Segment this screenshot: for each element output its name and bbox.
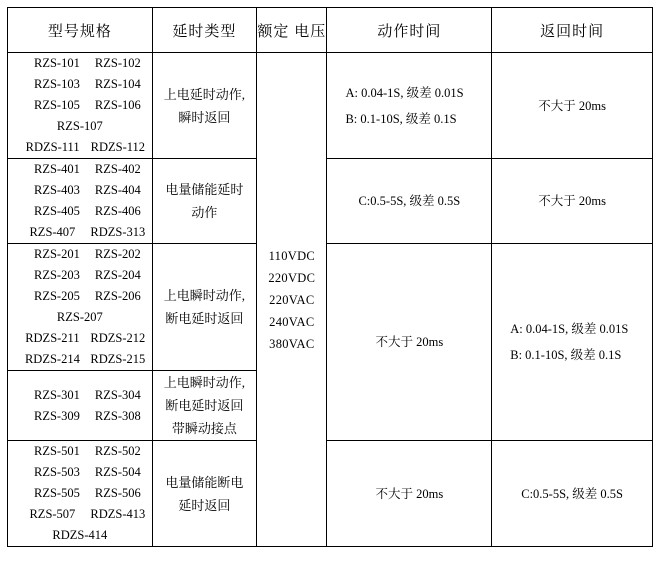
model-row [8,137,152,158]
table-row [8,244,653,371]
model-row [8,265,152,286]
return-time-cell-group5 [492,441,653,547]
model-code: RZS-101 [33,56,80,70]
model-code: RZS-505 [33,486,80,500]
action-time-line: C:0.5-5S, 级差 0.5S [358,194,461,208]
delay-type-line: 带瞬动接点 [171,421,237,436]
delay-type-cell-group2 [152,159,256,244]
model-row [8,244,152,265]
model-code: RDZS-211 [25,331,80,345]
model-row [8,159,152,180]
return-time-cell-group3 [492,244,653,441]
model-row [8,441,152,462]
header-model: 型号规格 [8,8,153,53]
model-code: RZS-403 [33,183,80,197]
delay-type-cell-group3 [152,244,256,371]
return-time-line: 不大于 20ms [538,98,606,113]
model-code: RZS-503 [33,465,80,479]
action-time-line: A: 0.04-1S, 级差 0.01S [345,85,464,100]
model-cell-group5 [8,441,153,547]
model-row [8,504,152,525]
table-row [8,159,653,244]
model-row [8,349,152,370]
model-row [8,525,152,546]
return-time-line: A: 0.04-1S, 级差 0.01S [510,322,629,336]
model-code: RZS-206 [94,289,141,303]
delay-type-cell-group1 [152,53,256,159]
model-row [8,406,152,427]
model-code: RZS-401 [33,162,80,176]
action-time-line: B: 0.1-10S, 级差 0.1S [345,111,457,126]
return-time-cell-group1 [492,53,653,159]
header-rated-voltage-line2: 电压 [294,23,327,40]
action-time-line: 不大于 20ms [375,335,444,349]
model-code: RZS-504 [94,465,141,479]
model-code: RZS-204 [94,268,141,282]
voltage-line: 220VDC [268,270,316,285]
delay-type-line: 动作 [191,205,218,220]
return-time-line: B: 0.1-10S, 级差 0.1S [510,348,622,362]
header-rated-voltage [257,8,327,53]
model-code: RZS-201 [33,247,80,261]
model-row [8,95,152,116]
model-code: RZS-207 [56,310,103,324]
model-row [8,180,152,201]
model-code: RZS-309 [33,408,80,423]
model-code: RZS-405 [33,204,80,218]
model-code: RZS-103 [33,77,80,91]
delay-type-line: 瞬时返回 [178,109,231,125]
model-code: RDZS-212 [90,331,146,345]
model-code: RZS-205 [33,289,80,303]
header-return-time: 返回时间 [492,8,653,53]
table-header-row [8,8,653,53]
delay-type-cell-group5 [152,441,256,547]
model-code: RZS-407 [29,225,76,239]
model-row [8,385,152,406]
action-time-cell-group5 [327,441,492,547]
action-time-cell-group1 [327,53,492,159]
model-code: RZS-107 [56,119,103,133]
delay-type-line: 上电瞬时动作, [163,375,246,390]
model-code: RZS-502 [94,444,141,458]
model-code: RDZS-313 [90,225,146,239]
action-time-line: 不大于 20ms [375,486,444,501]
model-row [8,53,152,74]
action-time-cell-group2 [327,159,492,244]
model-code: RZS-506 [94,486,141,500]
model-row [8,328,152,349]
model-code: RZS-507 [29,507,76,521]
model-cell-group1 [8,53,153,159]
action-time-cell-group3 [327,244,492,441]
model-code: RDZS-112 [90,140,146,154]
delay-type-line: 上电延时动作, [163,86,246,102]
model-row [8,307,152,328]
model-code: RDZS-413 [90,507,146,521]
delay-type-line: 延时返回 [178,497,231,513]
rated-voltage-cell [257,53,327,547]
model-row [8,201,152,222]
model-code: RZS-402 [94,162,141,176]
model-row [8,462,152,483]
voltage-line: 220VAC [269,292,315,307]
voltage-line: 110VDC [268,248,316,263]
model-code: RZS-202 [94,247,141,261]
specification-table [7,7,653,547]
delay-type-line: 上电瞬时动作, [163,288,246,303]
return-time-cell-group2 [492,159,653,244]
delay-type-cell-group4 [152,371,256,441]
model-row [8,74,152,95]
model-code: RZS-406 [94,204,141,218]
model-row [8,483,152,504]
model-row [8,116,152,137]
model-cell-group2 [8,159,153,244]
voltage-line: 380VAC [269,336,315,351]
model-code: RZS-304 [94,387,141,402]
model-row [8,222,152,243]
delay-type-line: 电量储能断电 [165,474,244,490]
model-code: RDZS-215 [90,352,146,366]
delay-type-line: 电量储能延时 [165,182,244,197]
model-code: RDZS-214 [24,352,80,366]
table-row [8,441,653,547]
model-code: RZS-404 [94,183,141,197]
return-time-line: 不大于 20ms [538,194,606,208]
model-code: RZS-308 [94,408,141,423]
model-code: RDZS-414 [52,528,108,542]
header-action-time: 动作时间 [327,8,492,53]
model-code: RZS-203 [33,268,80,282]
model-code: RZS-102 [94,56,141,70]
model-code: RZS-105 [33,98,80,112]
table-row [8,53,653,159]
model-code: RZS-301 [33,387,80,402]
delay-type-line: 断电延时返回 [165,398,244,413]
delay-type-line: 断电延时返回 [165,311,244,326]
model-cell-group3 [8,244,153,371]
model-row [8,286,152,307]
header-rated-voltage-line1: 额定 [257,23,290,40]
model-code: RDZS-111 [25,140,80,154]
header-delay-type: 延时类型 [152,8,256,53]
model-code: RZS-106 [94,98,141,112]
model-code: RZS-104 [94,77,141,91]
return-time-line: C:0.5-5S, 级差 0.5S [521,486,623,501]
model-cell-group4 [8,371,153,441]
voltage-line: 240VAC [269,314,315,329]
model-code: RZS-501 [33,444,80,458]
